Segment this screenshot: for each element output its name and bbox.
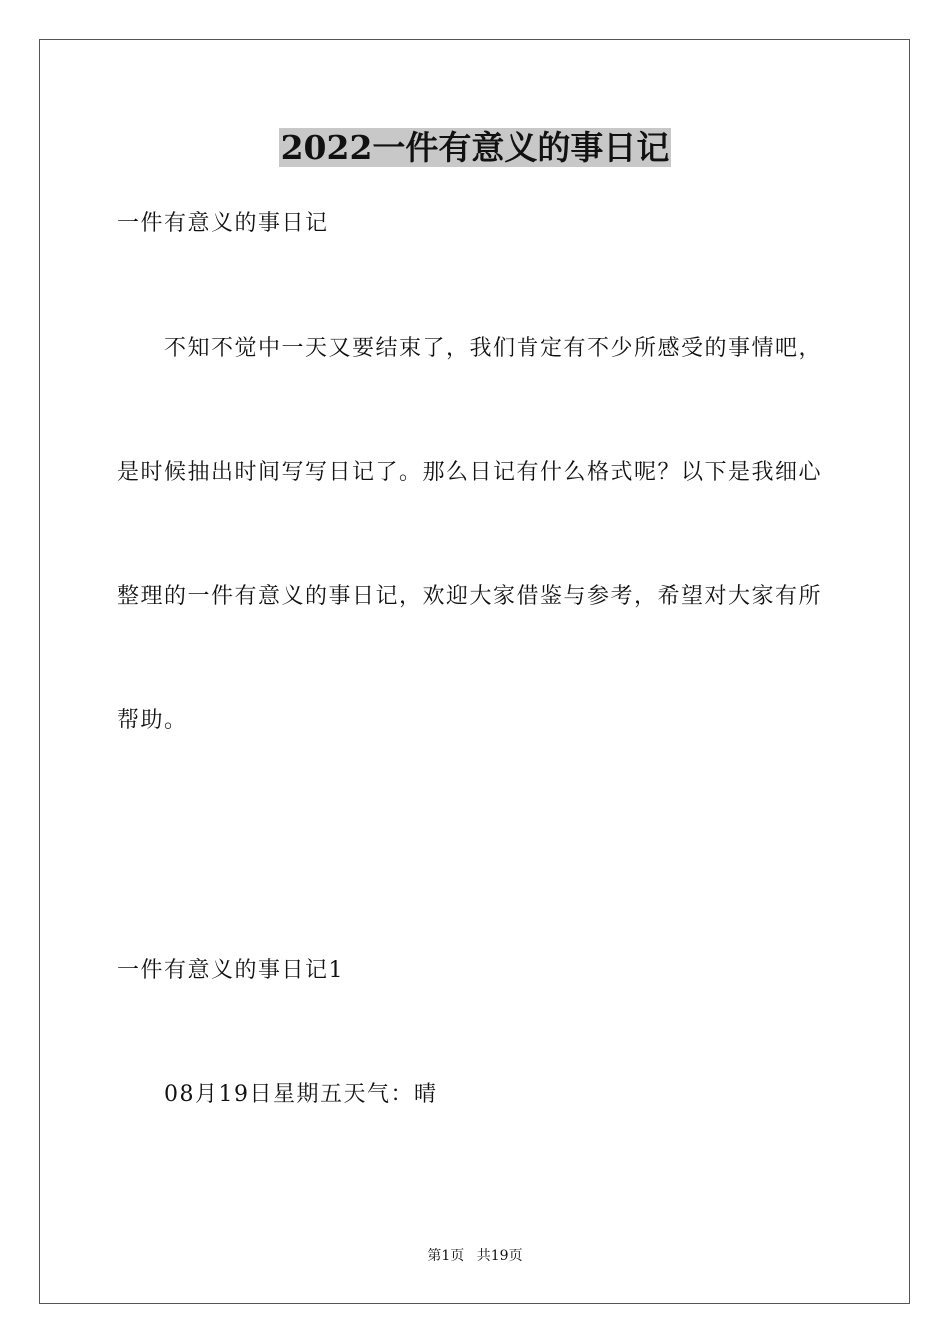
document-title	[0, 126, 950, 170]
document-subtitle: 一件有意义的事日记	[117, 211, 329, 236]
intro-line: 帮助。	[117, 708, 188, 733]
document-title-text: 2022一件有意义的事日记	[280, 128, 670, 167]
intro-line: 是时候抽出时间写写日记了。那么日记有什么格式呢？以下是我细心	[117, 460, 823, 485]
page-total: 共19页	[476, 1248, 523, 1264]
page-footer	[0, 1246, 950, 1266]
date-line: 08月19日星期五天气：晴	[164, 1082, 438, 1107]
intro-line: 整理的一件有意义的事日记，欢迎大家借鉴与参考，希望对大家有所	[117, 584, 823, 609]
page-number: 第1页	[427, 1248, 465, 1264]
intro-line: 不知不觉中一天又要结束了，我们肯定有不少所感受的事情吧，	[164, 336, 823, 361]
section-heading: 一件有意义的事日记1	[117, 958, 344, 983]
